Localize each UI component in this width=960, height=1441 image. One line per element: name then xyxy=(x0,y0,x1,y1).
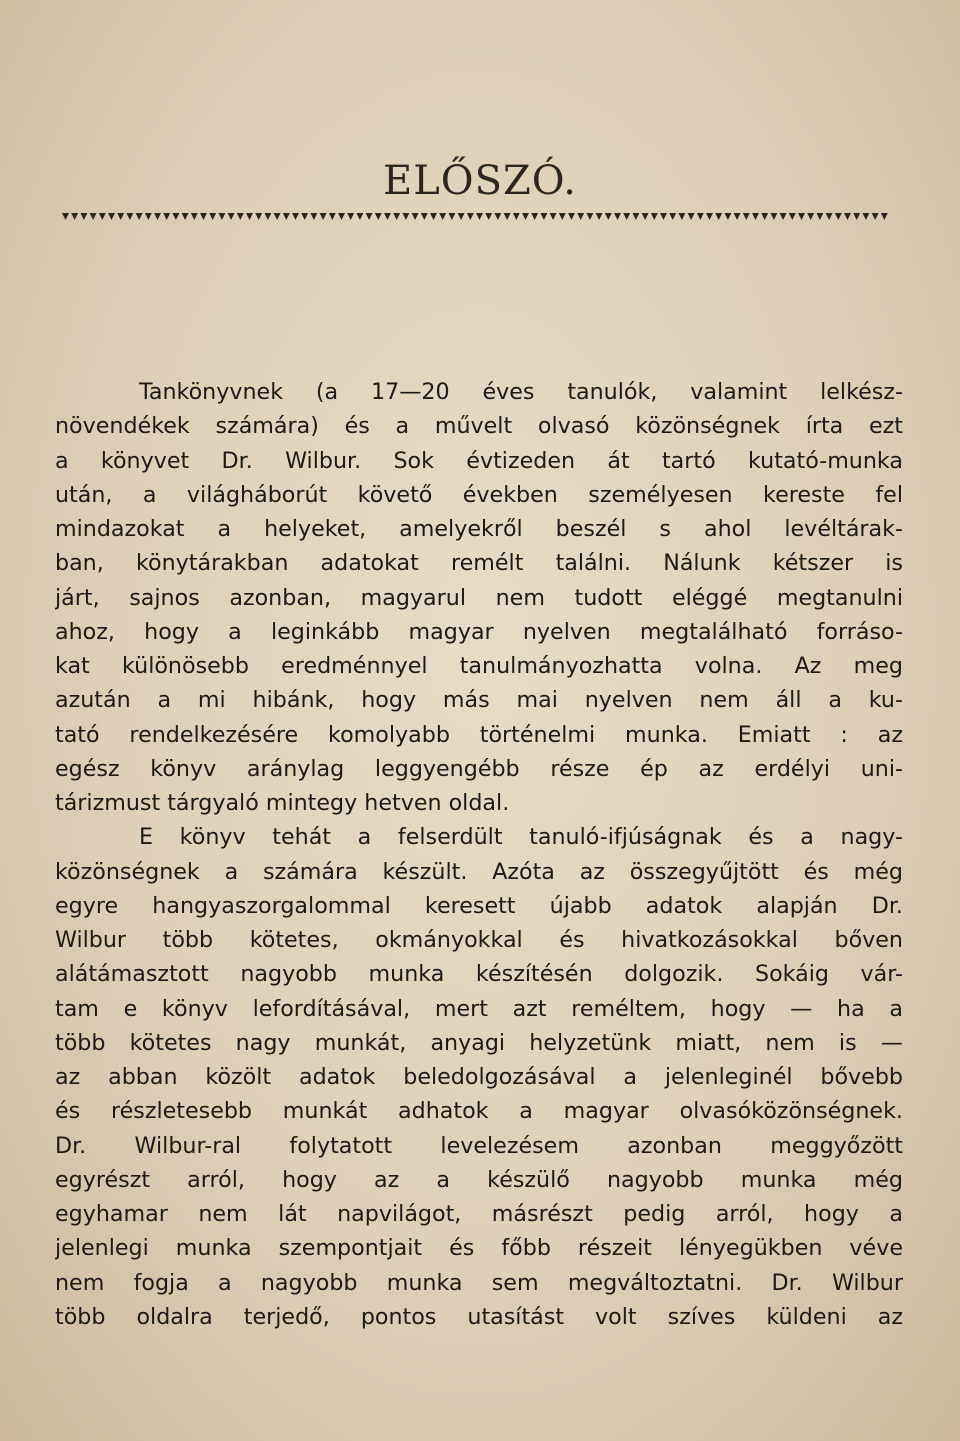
rule-triangle xyxy=(586,213,593,220)
text-line: tató rendelkezésére komolyabb történelmi munka. Emiatt : az xyxy=(55,721,903,748)
text-line: kat különösebb eredménnyel tanulmányozhatta volna. Az meg xyxy=(55,653,903,679)
rule-triangle xyxy=(412,213,419,220)
rule-triangle xyxy=(761,213,768,220)
rule-triangle xyxy=(770,213,777,220)
rule-triangle xyxy=(117,213,124,220)
rule-triangle xyxy=(274,213,281,220)
text-line: mindazokat a helyeket, amelyekről beszél s ahol levéltárak- xyxy=(55,516,903,542)
rule-triangle xyxy=(743,213,750,220)
rule-triangle xyxy=(71,213,78,220)
rule-triangle xyxy=(99,213,106,220)
text-line: a könyvet Dr. Wilbur. Sok évtizeden át tartó kutató-munka xyxy=(55,447,903,474)
rule-triangle xyxy=(329,213,336,220)
rule-triangle xyxy=(780,213,787,220)
rule-triangle xyxy=(596,213,603,220)
rule-triangle xyxy=(559,213,566,220)
text-line: alátámasztott nagyobb munka készítésén dolgozik. Sokáig vár- xyxy=(55,961,903,988)
rule-triangle xyxy=(844,213,851,220)
rule-triangle xyxy=(439,213,446,220)
rule-triangle xyxy=(789,213,796,220)
rule-triangle xyxy=(651,213,658,220)
rule-triangle xyxy=(540,213,547,220)
rule-triangle xyxy=(669,213,676,220)
rule-triangle xyxy=(642,213,649,220)
rule-triangle xyxy=(550,213,557,220)
rule-triangle xyxy=(816,213,823,220)
rule-triangle xyxy=(292,213,299,220)
text-line: tárizmust tárgyaló mintegy hetven oldal. xyxy=(55,790,510,816)
page-title: ELŐSZÓ. xyxy=(383,158,577,204)
rule-triangle xyxy=(228,213,235,220)
rule-triangle xyxy=(237,213,244,220)
rule-triangle xyxy=(881,213,888,220)
rule-triangle xyxy=(458,213,465,220)
rule-triangle xyxy=(126,213,133,220)
rule-triangle xyxy=(660,213,667,220)
text-line: ahoz, hogy a leginkább magyar nyelven megtalálható forráso- xyxy=(55,618,903,645)
rule-triangle xyxy=(697,213,704,220)
text-line: egyrészt arról, hogy az a készülő nagyobb munka még xyxy=(55,1166,903,1193)
rule-triangle xyxy=(283,213,290,220)
rule-triangle xyxy=(430,213,437,220)
rule-triangle xyxy=(826,213,833,220)
rule-triangle xyxy=(798,213,805,220)
text-line: egész könyv aránylag leggyengébb része ép az erdélyi uni- xyxy=(55,755,903,782)
text-line: jelenlegi munka szempontjait és főbb részeit lényegükben véve xyxy=(55,1235,903,1262)
rule-triangle xyxy=(734,213,741,220)
rule-triangle xyxy=(485,213,492,220)
rule-triangle xyxy=(752,213,759,220)
rule-triangle xyxy=(356,213,363,220)
rule-triangle xyxy=(467,213,474,220)
rule-triangle xyxy=(724,213,731,220)
rule-triangle xyxy=(393,213,400,220)
decorative-rule-graphic xyxy=(62,212,896,222)
rule-triangle xyxy=(182,213,189,220)
text-line: több kötetes nagy munkát, anyagi helyzetünk miatt, nem is — xyxy=(55,1029,903,1056)
rule-triangle xyxy=(862,213,869,220)
rule-triangle xyxy=(172,213,179,220)
rule-triangle xyxy=(807,213,814,220)
rule-triangle xyxy=(614,213,621,220)
rule-triangle xyxy=(347,213,354,220)
rule-triangle xyxy=(163,213,170,220)
rule-triangle xyxy=(154,213,161,220)
text-line: után, a világháborút követő években személyesen kereste fel xyxy=(55,481,903,508)
rule-triangle xyxy=(577,213,584,220)
rule-triangle xyxy=(90,213,97,220)
rule-triangle xyxy=(264,213,271,220)
text-line: egyhamar nem lát napvilágot, másrészt pedig arról, hogy a xyxy=(55,1201,903,1227)
text-line: növendékek számára) és a művelt olvasó közönségnek írta ezt xyxy=(55,413,903,440)
text-line: tam e könyv lefordításával, mert azt reméltem, hogy — ha a xyxy=(55,995,903,1022)
rule-triangle xyxy=(384,213,391,220)
rule-triangle xyxy=(531,213,538,220)
text-line: több oldalra terjedő, pontos utasítást volt szíves küldeni az xyxy=(55,1303,903,1330)
rule-triangle xyxy=(338,213,345,220)
rule-triangle xyxy=(209,213,216,220)
rule-triangle xyxy=(246,213,253,220)
rule-triangle xyxy=(513,213,520,220)
rule-triangle xyxy=(568,213,575,220)
rule-triangle xyxy=(191,213,198,220)
rule-triangle xyxy=(136,213,143,220)
text-line: az abban közölt adatok beledolgozásával a jelenleginél bővebb xyxy=(55,1064,903,1090)
rule-triangle xyxy=(366,213,373,220)
rule-triangle xyxy=(218,213,225,220)
rule-triangle xyxy=(706,213,713,220)
rule-triangle xyxy=(605,213,612,220)
text-line: Tankönyvnek (a 17—20 éves tanulók, valamint lelkész- xyxy=(139,379,903,405)
rule-triangle xyxy=(678,213,685,220)
rule-triangle xyxy=(301,213,308,220)
text-line: Wilbur több kötetes, okmányokkal és hivatkozásokkal bőven xyxy=(55,927,903,953)
rule-triangle xyxy=(623,213,630,220)
rule-triangle xyxy=(200,213,207,220)
text-line: azután a mi hibánk, hogy más mai nyelven nem áll a ku- xyxy=(55,687,903,714)
rule-triangle xyxy=(632,213,639,220)
rule-triangle xyxy=(688,213,695,220)
text-line: és részletesebb munkát adhatok a magyar olvasóközönségnek. xyxy=(55,1098,903,1125)
text-line: nem fogja a nagyobb munka sem megváltoztatni. Dr. Wilbur xyxy=(55,1269,903,1296)
rule-triangle xyxy=(853,213,860,220)
rule-triangle xyxy=(375,213,382,220)
rule-triangle xyxy=(80,213,87,220)
rule-triangle xyxy=(715,213,722,220)
rule-triangle xyxy=(835,213,842,220)
rule-triangle xyxy=(402,213,409,220)
rule-triangle xyxy=(421,213,428,220)
rule-triangle xyxy=(108,213,115,220)
text-line: Dr. Wilbur-ral folytatott levelezésem azonban meggyőzött xyxy=(55,1132,903,1159)
rule-triangle xyxy=(145,213,152,220)
rule-triangle xyxy=(504,213,511,220)
rule-triangle xyxy=(476,213,483,220)
text-line: E könyv tehát a felserdült tanuló-ifjúságnak és a nagy- xyxy=(139,824,903,851)
rule-triangle xyxy=(320,213,327,220)
text-line: járt, sajnos azonban, magyarul nem tudott eléggé megtanulni xyxy=(55,584,903,611)
rule-triangle xyxy=(872,213,879,220)
decorative-rule xyxy=(62,212,896,222)
text-line: közönségnek a számára készült. Azóta az összegyűjtött és még xyxy=(55,858,903,885)
rule-triangle xyxy=(522,213,529,220)
rule-triangle xyxy=(62,213,69,220)
rule-triangle xyxy=(255,213,262,220)
rule-triangle xyxy=(310,213,317,220)
rule-triangle xyxy=(448,213,455,220)
preface-text xyxy=(55,375,903,1334)
text-line: ban, könytárakban adatokat remélt találni. Nálunk kétszer is xyxy=(55,550,903,577)
text-line: egyre hangyaszorgalommal keresett újabb adatok alapján Dr. xyxy=(55,892,903,919)
rule-triangle xyxy=(494,213,501,220)
